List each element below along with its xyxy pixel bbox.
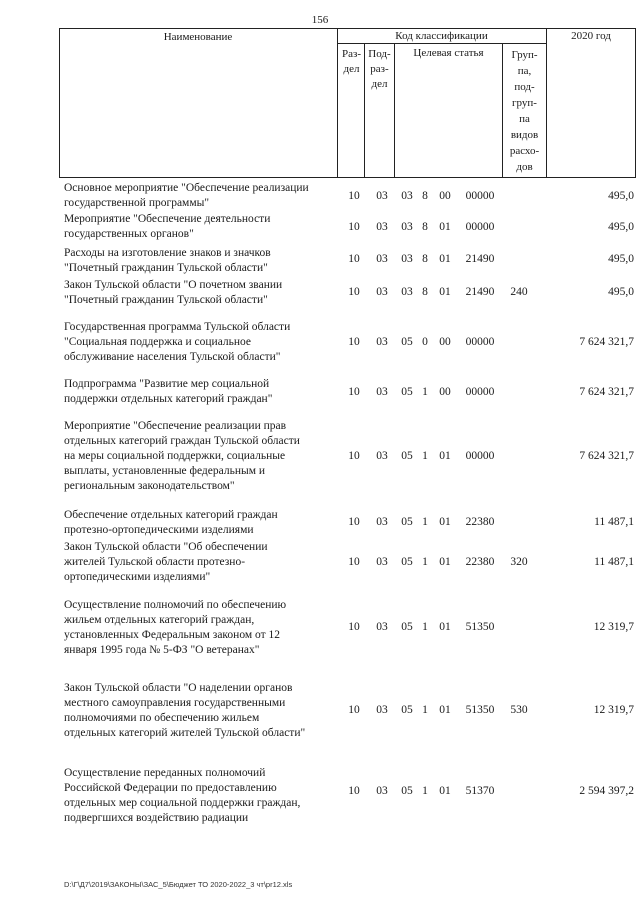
row-target-1: 03 xyxy=(401,253,413,265)
header-vid-line: дов xyxy=(516,161,533,173)
header-name: Наименование xyxy=(163,31,233,43)
header-vid-line: груп- xyxy=(512,97,537,109)
row-razdel: 10 xyxy=(348,286,360,298)
row-name-line: Мероприятие "Обеспечение реализации прав xyxy=(64,420,287,432)
header-divider-podrazdel xyxy=(394,43,395,178)
row-target-3: 00 xyxy=(439,190,451,202)
header-code-group: Код классификации xyxy=(395,30,488,42)
row-target-1: 05 xyxy=(401,516,413,528)
row-target-4: 00000 xyxy=(465,336,495,348)
file-path-footer: D:\Г\Д7\2019\ЗАКОНЫ\ЗАС_5\Бюджет ТО 2020-2022_3 чт\pr12.xls xyxy=(64,880,293,889)
row-razdel: 10 xyxy=(348,190,360,202)
row-name-line: протезно-ортопедическими изделиями xyxy=(64,524,254,536)
row-razdel: 10 xyxy=(348,556,360,568)
row-target-3: 01 xyxy=(439,450,451,462)
row-podrazdel: 03 xyxy=(376,286,388,298)
row-podrazdel: 03 xyxy=(376,785,388,797)
header-vid-line: па, xyxy=(517,65,532,77)
header-vid-line: Груп- xyxy=(511,49,538,61)
row-target-2: 8 xyxy=(422,221,428,233)
row-razdel: 10 xyxy=(348,336,360,348)
row-name-line: на меры социальной поддержки, социальные xyxy=(64,450,286,462)
row-name-line: Российской Федерации по предоставлению xyxy=(64,782,277,794)
row-target-4: 51370 xyxy=(465,785,495,797)
row-target-1: 05 xyxy=(401,704,413,716)
row-name-line: Основное мероприятие "Обеспечение реализации xyxy=(64,182,309,194)
row-name-line: Расходы на изготовление знаков и значков xyxy=(64,247,271,259)
row-name-line: обслуживание населения Тульской области" xyxy=(64,351,281,363)
row-vid: 320 xyxy=(510,556,528,568)
row-target-4: 22380 xyxy=(465,516,495,528)
row-name-line: Государственная программа Тульской области xyxy=(64,321,291,333)
row-name-line: Закон Тульской области "О почетном звании xyxy=(64,279,283,291)
row-name-line: Осуществление переданных полномочий xyxy=(64,767,266,779)
row-target-1: 05 xyxy=(401,336,413,348)
row-name xyxy=(64,278,342,308)
header-podrazdel xyxy=(365,47,394,92)
row-razdel: 10 xyxy=(348,785,360,797)
row-target-2: 0 xyxy=(422,336,428,348)
row-target-4: 51350 xyxy=(465,704,495,716)
row-name-line: региональным законодательством" xyxy=(64,480,235,492)
row-amount: 12 319,7 xyxy=(593,704,634,716)
row-name-line: подвергшихся воздействию радиации xyxy=(64,812,249,824)
row-target-4: 00000 xyxy=(465,450,495,462)
row-target-4: 00000 xyxy=(465,190,495,202)
row-target-1: 05 xyxy=(401,386,413,398)
row-name xyxy=(64,320,342,365)
row-name-line: "Социальная поддержка и социальное xyxy=(64,336,252,348)
row-name-line: Закон Тульской области "Об обеспечении xyxy=(64,541,268,553)
row-name-line: отдельных категорий жителей Тульской области" xyxy=(64,727,306,739)
row-target-3: 01 xyxy=(439,621,451,633)
header-target: Целевая статья xyxy=(413,47,484,59)
row-name-line: Подпрограмма "Развитие мер социальной xyxy=(64,378,270,390)
header-vid-line: расхо- xyxy=(509,145,540,157)
row-podrazdel: 03 xyxy=(376,190,388,202)
row-target-3: 01 xyxy=(439,516,451,528)
row-target-3: 01 xyxy=(439,253,451,265)
row-podrazdel: 03 xyxy=(376,621,388,633)
row-target-1: 05 xyxy=(401,621,413,633)
table-header xyxy=(59,28,636,178)
header-year: 2020 год xyxy=(571,30,611,42)
row-name xyxy=(64,766,342,826)
row-target-3: 01 xyxy=(439,704,451,716)
row-name xyxy=(64,246,342,276)
row-name xyxy=(64,540,342,585)
row-name-line: жильем отдельных категорий граждан, xyxy=(64,614,255,626)
header-vid-line: па xyxy=(519,113,530,125)
row-target-3: 00 xyxy=(439,336,451,348)
row-podrazdel: 03 xyxy=(376,221,388,233)
row-razdel: 10 xyxy=(348,450,360,462)
header-vid-line: видов xyxy=(510,129,539,141)
row-amount: 11 487,1 xyxy=(594,556,634,568)
row-target-2: 1 xyxy=(422,516,428,528)
row-target-1: 03 xyxy=(401,286,413,298)
row-name-line: выплаты, установленные федеральным и xyxy=(64,465,266,477)
row-razdel: 10 xyxy=(348,704,360,716)
row-razdel: 10 xyxy=(348,386,360,398)
row-podrazdel: 03 xyxy=(376,253,388,265)
row-amount: 11 487,1 xyxy=(594,516,634,528)
row-target-1: 03 xyxy=(401,190,413,202)
row-razdel: 10 xyxy=(348,221,360,233)
row-amount: 7 624 321,7 xyxy=(579,450,634,462)
row-target-2: 1 xyxy=(422,621,428,633)
row-podrazdel: 03 xyxy=(376,556,388,568)
row-name-line: Мероприятие "Обеспечение деятельности xyxy=(64,213,271,225)
header-razdel-line: Раз- xyxy=(341,48,361,60)
header-left-border xyxy=(59,28,60,178)
row-vid: 530 xyxy=(510,704,528,716)
row-name-line: полномочиями по обеспечению жильем xyxy=(64,712,260,724)
header-podrazdel-line: раз- xyxy=(370,63,389,75)
row-target-2: 8 xyxy=(422,286,428,298)
header-podrazdel-line: Под- xyxy=(368,48,391,60)
row-amount: 495,0 xyxy=(608,286,634,298)
row-target-3: 01 xyxy=(439,556,451,568)
row-target-2: 1 xyxy=(422,556,428,568)
header-code-underline xyxy=(337,43,546,44)
row-name-line: ортопедическими изделиями" xyxy=(64,571,211,583)
row-amount: 495,0 xyxy=(608,221,634,233)
row-razdel: 10 xyxy=(348,621,360,633)
row-name-line: жителей Тульской области протезно- xyxy=(64,556,246,568)
row-target-4: 22380 xyxy=(465,556,495,568)
row-name-line: Осуществление полномочий по обеспечению xyxy=(64,599,287,611)
row-name xyxy=(64,508,342,538)
row-target-3: 00 xyxy=(439,386,451,398)
header-bottom-border xyxy=(59,177,636,178)
row-amount: 2 594 397,2 xyxy=(579,785,634,797)
row-target-1: 05 xyxy=(401,785,413,797)
header-divider-year xyxy=(546,28,547,178)
row-name-line: государственной программы" xyxy=(64,197,210,209)
row-target-2: 1 xyxy=(422,450,428,462)
row-amount: 12 319,7 xyxy=(593,621,634,633)
row-name-line: "Почетный гражданин Тульской области" xyxy=(64,294,268,306)
row-target-4: 51350 xyxy=(465,621,495,633)
row-target-3: 01 xyxy=(439,221,451,233)
row-podrazdel: 03 xyxy=(376,386,388,398)
row-name xyxy=(64,681,342,741)
row-amount: 7 624 321,7 xyxy=(579,336,634,348)
row-name xyxy=(64,377,342,407)
row-name-line: местного самоуправления государственными xyxy=(64,697,286,709)
row-target-1: 05 xyxy=(401,450,413,462)
row-target-1: 05 xyxy=(401,556,413,568)
row-name-line: "Почетный гражданин Тульской области" xyxy=(64,262,268,274)
row-vid: 240 xyxy=(510,286,528,298)
row-name-line: Закон Тульской области "О наделении органов xyxy=(64,682,293,694)
row-target-4: 00000 xyxy=(465,221,495,233)
row-target-4: 00000 xyxy=(465,386,495,398)
row-name-line: отдельных мер социальной поддержки граждан, xyxy=(64,797,301,809)
row-target-2: 1 xyxy=(422,386,428,398)
header-razdel xyxy=(338,47,365,77)
row-podrazdel: 03 xyxy=(376,704,388,716)
header-top-border xyxy=(59,28,636,29)
row-target-3: 01 xyxy=(439,785,451,797)
row-name-line: государственных органов" xyxy=(64,228,194,240)
row-name-line: января 1995 года № 5-ФЗ "О ветеранах" xyxy=(64,644,260,656)
row-name-line: установленных Федеральным законом от 12 xyxy=(64,629,281,641)
row-target-4: 21490 xyxy=(465,253,495,265)
row-target-2: 8 xyxy=(422,190,428,202)
row-target-2: 1 xyxy=(422,704,428,716)
header-podrazdel-line: дел xyxy=(371,78,388,90)
row-target-4: 21490 xyxy=(465,286,495,298)
row-podrazdel: 03 xyxy=(376,516,388,528)
row-target-2: 1 xyxy=(422,785,428,797)
row-name-line: Обеспечение отдельных категорий граждан xyxy=(64,509,278,521)
row-podrazdel: 03 xyxy=(376,336,388,348)
row-name xyxy=(64,419,342,494)
header-razdel-line: дел xyxy=(343,63,360,75)
header-right-border xyxy=(635,28,636,178)
row-amount: 7 624 321,7 xyxy=(579,386,634,398)
row-name xyxy=(64,598,342,658)
row-razdel: 10 xyxy=(348,516,360,528)
row-podrazdel: 03 xyxy=(376,450,388,462)
page-number: 156 xyxy=(311,14,329,26)
row-name xyxy=(64,212,342,242)
header-vid xyxy=(503,47,546,175)
row-target-2: 8 xyxy=(422,253,428,265)
row-name-line: отдельных категорий граждан Тульской области xyxy=(64,435,300,447)
row-razdel: 10 xyxy=(348,253,360,265)
row-name-line: поддержки отдельных категорий граждан" xyxy=(64,393,273,405)
row-name xyxy=(64,181,342,211)
header-vid-line: под- xyxy=(514,81,535,93)
row-amount: 495,0 xyxy=(608,253,634,265)
row-target-1: 03 xyxy=(401,221,413,233)
row-target-3: 01 xyxy=(439,286,451,298)
row-amount: 495,0 xyxy=(608,190,634,202)
